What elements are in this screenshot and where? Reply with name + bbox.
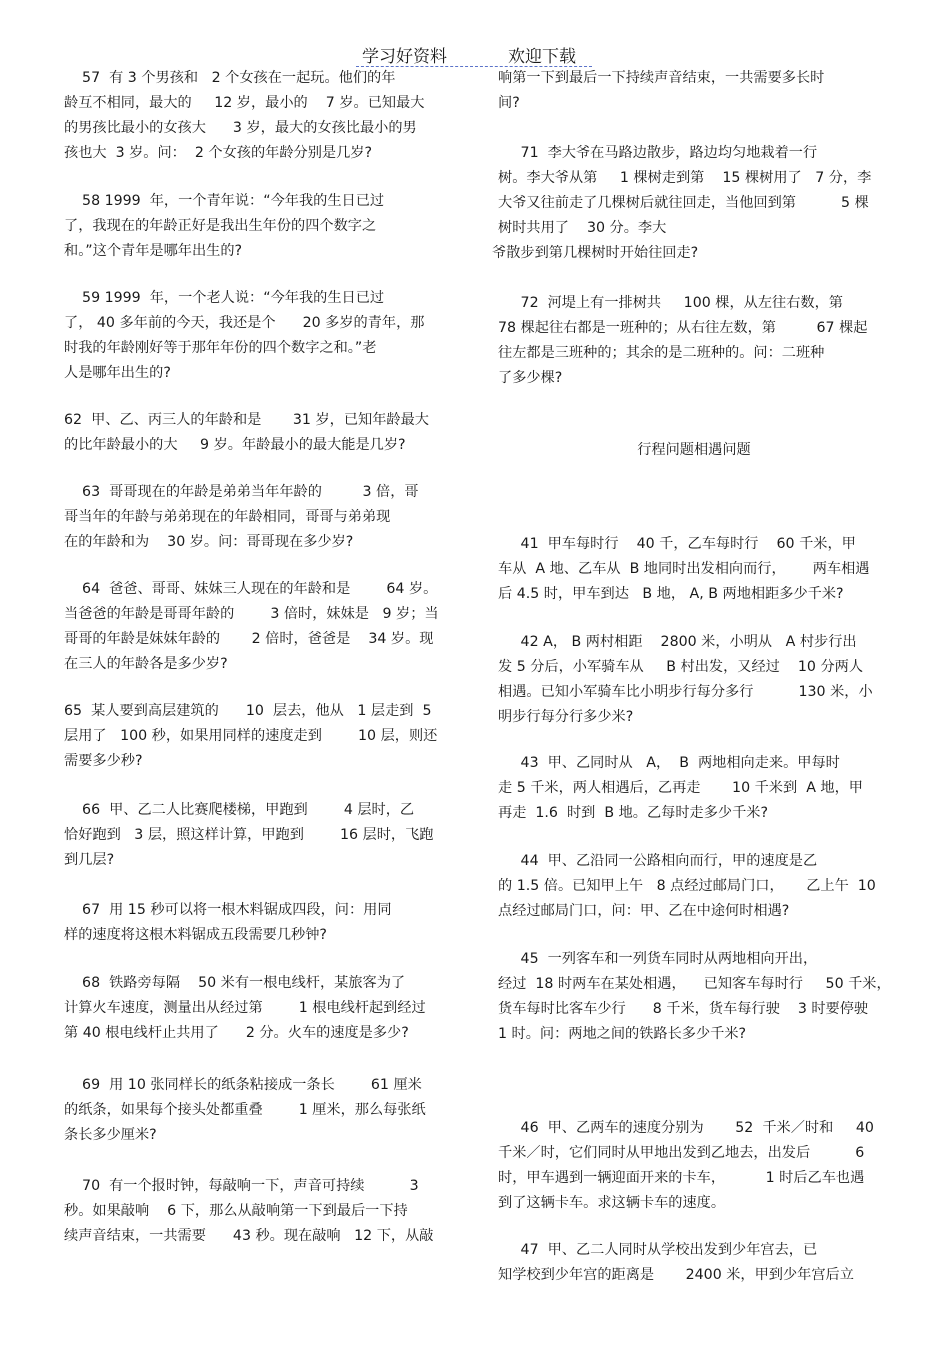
problem-43 <box>498 751 890 826</box>
text-line: 哥哥的年龄是妹妹年龄的 2 倍时，爸爸是 34 岁。现 <box>64 631 434 647</box>
problem-68 <box>64 971 454 1046</box>
text-line: 46 甲、乙两车的速度分别为 52 千米／时和 40 <box>498 1120 874 1136</box>
text-line: 往左都是三班种的；其余的是二班种的。问：二班种 <box>498 345 825 361</box>
text-line: 再走 1.6 时到 B 地。乙每时走多少千米? <box>498 805 769 821</box>
text-line: 59 1999 年，一个老人说：“今年我的生日已过 <box>64 290 385 306</box>
problem-66 <box>64 798 454 873</box>
text-line: 和。”这个青年是哪年出生的? <box>64 243 243 259</box>
text-line: 78 棵起往右都是一班种的；从右往左数，第 67 棵起 <box>498 320 868 336</box>
text-line: 龄互不相同，最大的 12 岁，最小的 7 岁。已知最大 <box>64 95 425 111</box>
problem-72 <box>498 291 890 391</box>
text-line: 45 一列客车和一列货车同时从两地相向开出， <box>498 951 818 967</box>
text-line: 样的速度将这根木料锯成五段需要几秒钟? <box>64 927 327 943</box>
text-line: 树时共用了 30 分。李大 <box>498 220 667 236</box>
text-line: 42 A， B 两村相距 2800 米，小明从 A 村步行出 <box>498 634 857 650</box>
text-line: 恰好跑到 3 层，照这样计算，甲跑到 16 层时，飞跑 <box>64 827 434 843</box>
text-line: 65 某人要到高层建筑的 10 层去，他从 1 层走到 5 <box>64 703 432 719</box>
problem-62 <box>64 408 454 458</box>
text-line: 响第一下到最后一下持续声音结束，一共需要多长时 <box>498 70 825 86</box>
text-line: 爷散步到第几棵树时开始往回走? <box>492 245 699 261</box>
text-line: 的 1.5 倍。已知甲上午 8 点经过邮局门口， 乙上午 10 <box>498 878 876 894</box>
text-line: 相遇。已知小军骑车比小明步行每分多行 130 米，小 <box>498 684 873 700</box>
text-line: 69 用 10 张同样长的纸条粘接成一条长 61 厘米 <box>64 1077 422 1093</box>
text-line: 续声音结束，一共需要 43 秒。现在敲响 12 下，从敲 <box>64 1228 434 1244</box>
text-line: 计算火车速度，测量出从经过第 1 根电线杆起到经过 <box>64 1000 426 1016</box>
text-line: 时，甲车遇到一辆迎面开来的卡车， 1 时后乙车也遇 <box>498 1170 865 1186</box>
text-line: 41 甲车每时行 40 千，乙车每时行 60 千米，甲 <box>498 536 856 552</box>
problem-71-end <box>492 241 884 266</box>
text-line: 层用了 100 秒，如果用同样的速度走到 10 层，则还 <box>64 728 438 744</box>
text-line: 63 哥哥现在的年龄是弟弟当年年龄的 3 倍，哥 <box>64 484 419 500</box>
text-line: 57 有 3 个男孩和 2 个女孩在一起玩。他们的年 <box>64 70 396 86</box>
problem-42 <box>498 630 890 730</box>
text-line: 58 1999 年，一个青年说：“今年我的生日已过 <box>64 193 385 209</box>
text-line: 当爸爸的年龄是哥哥年龄的 3 倍时，妹妹是 9 岁；当 <box>64 606 439 622</box>
text-line: 知学校到少年宫的距离是 2400 米，甲到少年宫后立 <box>498 1267 854 1283</box>
problem-67 <box>64 898 454 948</box>
text-line: 货车每时比客车少行 8 千米，货车每行驶 3 时要停驶 <box>498 1001 869 1017</box>
text-line: 的纸条，如果每个接头处都重叠 1 厘米，那么每张纸 <box>64 1102 426 1118</box>
text-line: 了， 40 多年前的今天，我还是个 20 多岁的青年，那 <box>64 315 425 331</box>
text-line: 43 甲、乙同时从 A， B 两地相向走来。甲每时 <box>498 755 840 771</box>
text-line: 秒。如果敲响 6 下，那么从敲响第一下到最后一下持 <box>64 1203 408 1219</box>
text-line: 在三人的年龄各是多少岁? <box>64 656 228 672</box>
text-line: 了，我现在的年龄正好是我出生年份的四个数字之 <box>64 218 377 234</box>
text-line: 62 甲、乙、丙三人的年龄和是 31 岁，已知年龄最大 <box>64 412 429 428</box>
text-line: 间? <box>498 95 520 111</box>
text-line: 44 甲、乙沿同一公路相向而行，甲的速度是乙 <box>498 853 818 869</box>
problem-70-continued <box>498 66 890 116</box>
text-line: 发 5 分后，小军骑车从 B 村出发，又经过 10 分两人 <box>498 659 864 675</box>
problem-59 <box>64 286 454 386</box>
text-line: 车从 A 地、乙车从 B 地同时出发相向而行， 两车相遇 <box>498 561 870 577</box>
text-line: 第 40 根电线杆止共用了 2 分。火车的速度是多少? <box>64 1025 409 1041</box>
problem-46 <box>498 1116 890 1216</box>
text-line: 了多少棵? <box>498 370 563 386</box>
text-line: 条长多少厘米? <box>64 1127 157 1143</box>
text-line: 点经过邮局门口，问：甲、乙在中途何时相遇? <box>498 903 790 919</box>
problem-58 <box>64 189 454 264</box>
text-line: 到了这辆卡车。求这辆卡车的速度。 <box>498 1195 726 1211</box>
problem-70 <box>64 1174 454 1249</box>
text-line: 1 时。问：两地之间的铁路长多少千米? <box>498 1026 747 1042</box>
text-line: 时我的年龄刚好等于那年年份的四个数字之和。”老 <box>64 340 377 356</box>
text-line: 哥当年的年龄与弟弟现在的年龄相同，哥哥与弟弟现 <box>64 509 391 525</box>
text-line: 68 铁路旁每隔 50 米有一根电线杆，某旅客为了 <box>64 975 406 991</box>
problem-63 <box>64 480 454 555</box>
text-line: 走 5 千米，两人相遇后，乙再走 10 千米到 A 地，甲 <box>498 780 863 796</box>
text-line: 明步行每分行多少米? <box>498 709 634 725</box>
text-line: 的男孩比最小的女孩大 3 岁，最大的女孩比最小的男 <box>64 120 417 136</box>
text-line: 需要多少秒? <box>64 753 143 769</box>
text-line: 在的年龄和为 30 岁。问：哥哥现在多少岁? <box>64 534 354 550</box>
problem-71 <box>498 141 890 241</box>
problem-44 <box>498 849 890 924</box>
text-line: 71 李大爷在马路边散步，路边均匀地栽着一行 <box>498 145 818 161</box>
text-line: 千米／时，它们同时从甲地出发到乙地去，出发后 6 <box>498 1145 865 1161</box>
problem-47 <box>498 1238 890 1288</box>
text-line: 树。李大爷从第 1 棵树走到第 15 棵树用了 7 分，李 <box>498 170 872 186</box>
text-line: 到几层? <box>64 852 115 868</box>
text-line: 孩也大 3 岁。问： 2 个女孩的年龄分别是几岁? <box>64 145 373 161</box>
header-left-text: 学习好资料 <box>362 47 447 67</box>
text-line: 大爷又往前走了几棵树后就往回走，当他回到第 5 棵 <box>498 195 869 211</box>
text-line: 64 爸爸、哥哥、妹妹三人现在的年龄和是 64 岁。 <box>64 581 438 597</box>
text-line: 人是哪年出生的? <box>64 365 171 381</box>
problem-69 <box>64 1073 454 1148</box>
text-line: 后 4.5 时，甲车到达 B 地， A, B 两地相距多少千米? <box>498 586 844 602</box>
text-line: 47 甲、乙二人同时从学校出发到少年宫去，已 <box>498 1242 818 1258</box>
problem-57 <box>64 66 454 166</box>
problem-45 <box>498 947 890 1047</box>
problem-64 <box>64 577 454 677</box>
text-line: 70 有一个报时钟，每敲响一下，声音可持续 3 <box>64 1178 419 1194</box>
text-line: 72 河堤上有一排树共 100 棵，从左往右数，第 <box>498 295 843 311</box>
text-line: 经过 18 时两车在某处相遇， 已知客车每时行 50 千米， <box>498 976 891 992</box>
text-line: 66 甲、乙二人比赛爬楼梯，甲跑到 4 层时，乙 <box>64 802 415 818</box>
text-line: 67 用 15 秒可以将一根木料锯成四段，问：用同 <box>64 902 392 918</box>
header-right-text: 欢迎下载 <box>508 47 576 67</box>
text-line: 的比年龄最小的大 9 岁。年龄最小的最大能是几岁? <box>64 437 406 453</box>
problem-41 <box>498 532 890 607</box>
problem-65 <box>64 699 454 774</box>
page-header <box>356 42 592 67</box>
section-title: 行程问题相遇问题 <box>637 442 751 458</box>
